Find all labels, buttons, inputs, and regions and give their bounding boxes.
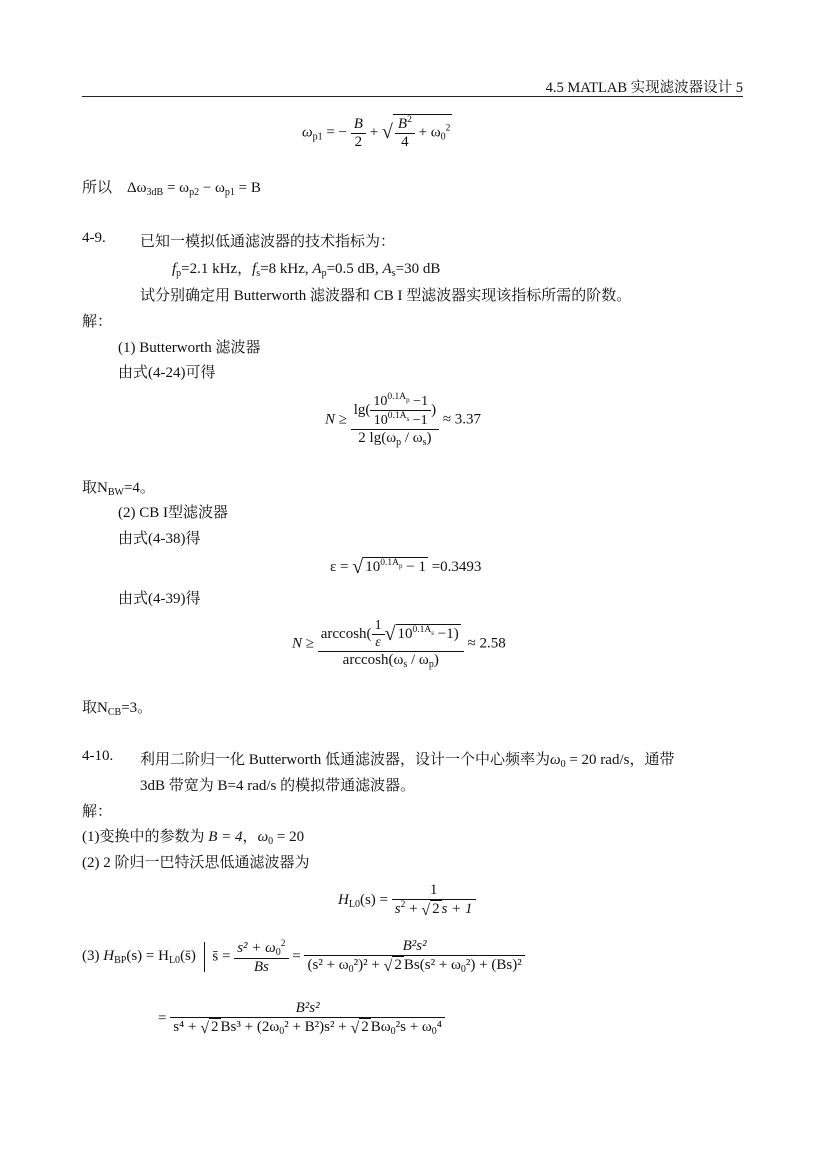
conclusion-line: 所以 $\Delta\omega_{3dB} = \omega_{p2} - \omega_{p1} = B$ [82, 180, 261, 198]
problem-4-10-number: 4-10. [82, 748, 114, 764]
step-cb-ref2: 由式(4-39)得 [118, 591, 201, 607]
problem-4-9-number: 4-9. [82, 230, 106, 246]
equation-order-butterworth: N ≥ lg( $\frac{10^{0.1A_p} -1}{10^{0.1A_s} -1}$ ) 2 $\lg(\omega_p / \omega_s)$ ≈ 3.37 [325, 392, 482, 448]
equation-epsilon: ε = √ $10^{0.1A_p} - 1 =0.3493$ [330, 556, 482, 578]
running-header: 4.5 MATLAB 实现滤波器设计 5 [545, 80, 743, 96]
problem-4-10-line2: 3dB 带宽为 B=4 rad/s 的模拟带通滤波器。 [140, 778, 416, 794]
result-n-cb: 取$N_{CB}=3$。 [82, 700, 153, 718]
step-lowpass: (2) 2 阶归一巴特沃思低通滤波器为 [82, 855, 310, 871]
step-parameters: (1)变换中的参数为 B = 4，$\omega_0 = 20$ [82, 829, 305, 847]
step-butterworth-ref: 由式(4-24)可得 [118, 365, 216, 381]
equation-h-bp: (3) $H_{BP}(s)$ = $H_{L0}(s̄)$ s̄ = $\frac{s^2 + \omega_0^2}{Bs}$ = $\frac{\text{B²s²}}{(s^2 + \omega_0^2)^2 + √ 2 Bs(s^2 + \omega_0^2) + (Bs)^2}$ [82, 938, 525, 976]
equation-final: = $\frac{\text{B²s²}}{s^4 + √ 2 Bs^3 + (2\omega_0^2 + B^2)s^2 + √ 2 B\omega_0^2s + \omega_0^4}$ [158, 1000, 445, 1038]
step-cb-ref: 由式(4-38)得 [118, 531, 201, 547]
result-n-bw: 取$N_{BW}=4$。 [82, 480, 155, 498]
header-rule [82, 96, 743, 97]
problem-4-10-line1: 利用二阶归一化 Butterworth 低通滤波器，设计一个中心频率为$\omega_0 = 20$ rad/s，通带 [140, 752, 675, 770]
problem-4-9-specs: $f_p=2.1$ kHz，$f_s=8$ kHz, $A_p=0.5$ dB, $A_s=30$ dB [172, 261, 441, 279]
problem-4-9-task: 试分别确定用 Butterworth 滤波器和 CB I 型滤波器实现该指标所需的阶数。 [140, 288, 632, 304]
step-butterworth: (1) Butterworth 滤波器 [118, 340, 261, 356]
equation-order-cb: N ≥ arccosh( $\frac{1}{\varepsilon}$ √ $10^{0.1A_s} -1$) $\arccos h(\omega_s / \omega_p)$ ≈ 2.58 [292, 618, 506, 670]
equation-omega-p1: $\omega_{p1}$ = − $\frac{B}{2}$ + √ $\frac{B^2}{4}$ + $\omega_0^2$ [302, 115, 451, 150]
solution-label-4-9: 解： [82, 314, 113, 330]
step-cb: (2) CB I型滤波器 [118, 505, 228, 521]
problem-4-9-text: 已知一模拟低通滤波器的技术指标为： [140, 234, 396, 250]
solution-label-4-10: 解： [82, 804, 113, 820]
equation-h-l0: $H_{L0}(s)$ = $\frac{1}{s^2 + √ 2 s + 1}$ [338, 882, 476, 920]
